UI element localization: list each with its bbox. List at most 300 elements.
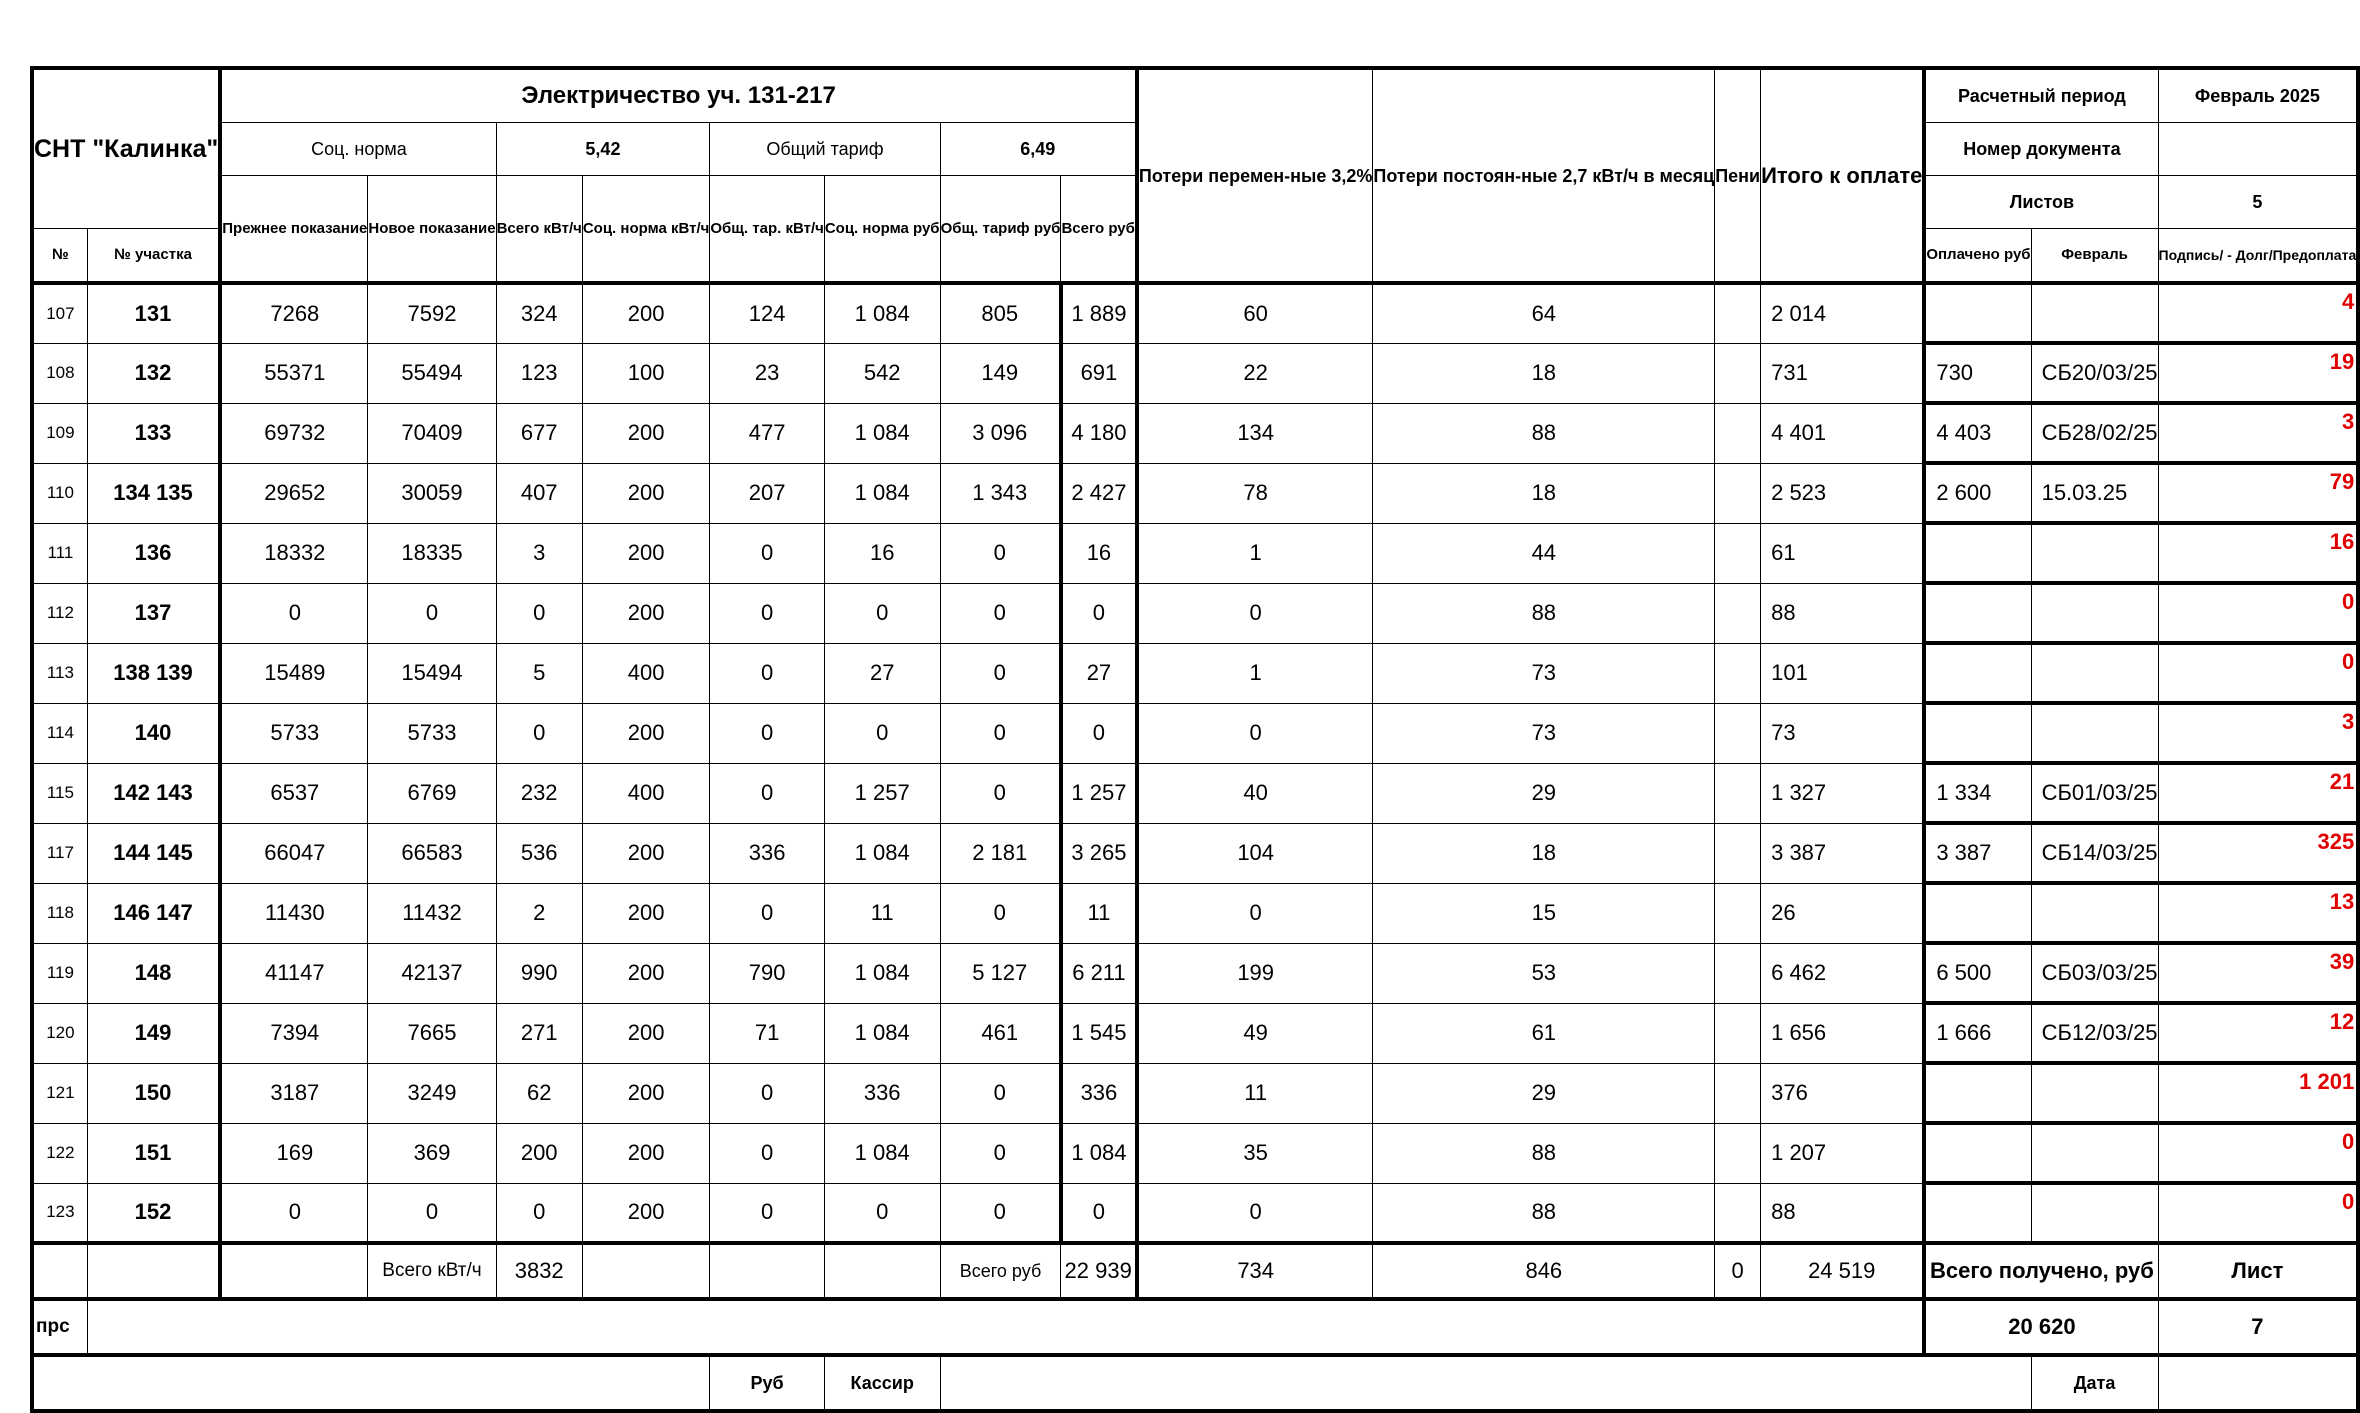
gen-rub-cell: 461 — [940, 1003, 1061, 1063]
prev-reading-cell: 69732 — [220, 403, 368, 463]
row-number-cell: 118 — [32, 883, 87, 943]
table-row — [32, 1003, 2358, 1063]
gen-kwh-cell: 207 — [710, 463, 824, 523]
gen-kwh-cell: 0 — [710, 763, 824, 823]
new-reading-cell: 11432 — [368, 883, 496, 943]
gen-kwh-cell: 0 — [710, 1063, 824, 1123]
plot-number-cell: 150 — [87, 1063, 220, 1123]
paid-rub-cell — [1924, 1063, 2031, 1123]
penalty-cell — [1715, 1123, 1761, 1183]
balance-cell: 325 — [2158, 823, 2358, 883]
gen-rub-cell: 0 — [940, 703, 1061, 763]
total-rub-cell: 3 265 — [1061, 823, 1137, 883]
soc-kwh-cell: 100 — [582, 343, 710, 403]
losses-const-cell: 53 — [1373, 943, 1715, 1003]
row-number-cell: 111 — [32, 523, 87, 583]
total-kwh-cell: 2 — [496, 883, 582, 943]
losses-const-cell: 88 — [1373, 403, 1715, 463]
losses-var-cell: 40 — [1137, 763, 1373, 823]
soc-kwh-cell: 200 — [582, 583, 710, 643]
payment-date-cell: СБ14/03/25 — [2031, 823, 2158, 883]
soc-rub-cell: 27 — [824, 643, 940, 703]
total-due-cell: 731 — [1761, 343, 1925, 403]
losses-variable-header: Потери перемен-ные 3,2% — [1137, 68, 1373, 283]
plot-number-cell: 144 145 — [87, 823, 220, 883]
gen-kwh-cell: 0 — [710, 643, 824, 703]
total-rub-cell: 691 — [1061, 343, 1137, 403]
losses-const-cell: 18 — [1373, 343, 1715, 403]
prev-reading-cell: 169 — [220, 1123, 368, 1183]
paid-rub-cell — [1924, 883, 2031, 943]
total-due-cell: 4 401 — [1761, 403, 1925, 463]
totals-penalty: 0 — [1715, 1243, 1761, 1299]
balance-cell: 21 — [2158, 763, 2358, 823]
general-tariff-value: 6,49 — [940, 123, 1137, 176]
soc-rub-cell: 0 — [824, 583, 940, 643]
losses-var-cell: 134 — [1137, 403, 1373, 463]
balance-cell: 19 — [2158, 343, 2358, 403]
total-due-cell: 26 — [1761, 883, 1925, 943]
plot-number-cell: 151 — [87, 1123, 220, 1183]
soc-kwh-cell: 200 — [582, 943, 710, 1003]
payment-date-cell — [2031, 883, 2158, 943]
total-kwh-cell: 0 — [496, 703, 582, 763]
period-value: Февраль 2025 — [2158, 68, 2358, 123]
balance-cell: 0 — [2158, 643, 2358, 703]
prev-reading-cell: 55371 — [220, 343, 368, 403]
losses-const-cell: 73 — [1373, 643, 1715, 703]
gen-kwh-cell: 71 — [710, 1003, 824, 1063]
plot-number-cell: 152 — [87, 1183, 220, 1243]
balance-cell: 4 — [2158, 283, 2358, 343]
payment-date-cell — [2031, 703, 2158, 763]
soc-rub-cell: 1 257 — [824, 763, 940, 823]
col-soc-rub: Соц. норма руб — [824, 176, 940, 284]
table-row — [32, 703, 2358, 763]
total-rub-cell: 0 — [1061, 703, 1137, 763]
balance-cell: 3 — [2158, 403, 2358, 463]
total-rub-cell: 1 257 — [1061, 763, 1137, 823]
org-name: СНТ "Калинка" — [32, 68, 220, 229]
table-row — [32, 583, 2358, 643]
total-rub-cell: 336 — [1061, 1063, 1137, 1123]
total-rub-cell: 6 211 — [1061, 943, 1137, 1003]
plot-number-cell: 148 — [87, 943, 220, 1003]
total-kwh-cell: 5 — [496, 643, 582, 703]
soc-rub-cell: 11 — [824, 883, 940, 943]
table-row — [32, 343, 2358, 403]
prev-reading-cell: 3187 — [220, 1063, 368, 1123]
table-row — [32, 403, 2358, 463]
payment-date-cell: СБ01/03/25 — [2031, 763, 2158, 823]
table-row — [32, 763, 2358, 823]
total-due-cell: 3 387 — [1761, 823, 1925, 883]
totals-empty-3 — [220, 1243, 368, 1299]
losses-const-cell: 73 — [1373, 703, 1715, 763]
totals-rub-label: Всего руб — [940, 1243, 1061, 1299]
prev-reading-cell: 0 — [220, 1183, 368, 1243]
new-reading-cell: 18335 — [368, 523, 496, 583]
row-number-cell: 108 — [32, 343, 87, 403]
losses-const-cell: 88 — [1373, 583, 1715, 643]
total-rub-cell: 4 180 — [1061, 403, 1137, 463]
totals-kwh: 3832 — [496, 1243, 582, 1299]
soc-rub-cell: 1 084 — [824, 943, 940, 1003]
balance-cell: 39 — [2158, 943, 2358, 1003]
prev-reading-cell: 5733 — [220, 703, 368, 763]
balance-cell: 12 — [2158, 1003, 2358, 1063]
gen-rub-cell: 1 343 — [940, 463, 1061, 523]
plot-number-cell: 140 — [87, 703, 220, 763]
new-reading-cell: 66583 — [368, 823, 496, 883]
new-reading-cell: 3249 — [368, 1063, 496, 1123]
prev-reading-cell: 0 — [220, 583, 368, 643]
payment-date-cell: СБ12/03/25 — [2031, 1003, 2158, 1063]
soc-kwh-cell: 200 — [582, 403, 710, 463]
total-due-cell: 2 014 — [1761, 283, 1925, 343]
paid-rub-cell — [1924, 583, 2031, 643]
table-row — [32, 943, 2358, 1003]
soc-kwh-cell: 200 — [582, 1063, 710, 1123]
soc-rub-cell: 0 — [824, 1183, 940, 1243]
soc-rub-cell: 1 084 — [824, 403, 940, 463]
prev-reading-cell: 6537 — [220, 763, 368, 823]
penalty-cell — [1715, 1003, 1761, 1063]
losses-var-cell: 0 — [1137, 883, 1373, 943]
general-tariff-label: Общий тариф — [710, 123, 940, 176]
soc-rub-cell: 0 — [824, 703, 940, 763]
losses-var-cell: 0 — [1137, 583, 1373, 643]
balance-cell: 0 — [2158, 583, 2358, 643]
penalty-cell — [1715, 463, 1761, 523]
sheet-value: 7 — [2158, 1299, 2358, 1355]
total-kwh-cell: 123 — [496, 343, 582, 403]
footer-rub: Руб — [710, 1355, 824, 1411]
total-due-cell: 1 656 — [1761, 1003, 1925, 1063]
penalty-cell — [1715, 1063, 1761, 1123]
total-kwh-cell: 271 — [496, 1003, 582, 1063]
losses-var-cell: 49 — [1137, 1003, 1373, 1063]
payment-date-cell — [2031, 1183, 2158, 1243]
total-due-cell: 1 207 — [1761, 1123, 1925, 1183]
paid-rub-cell — [1924, 523, 2031, 583]
gen-rub-cell: 0 — [940, 1183, 1061, 1243]
soc-kwh-cell: 200 — [582, 1123, 710, 1183]
new-reading-cell: 30059 — [368, 463, 496, 523]
gen-rub-cell: 3 096 — [940, 403, 1061, 463]
soc-rub-cell: 1 084 — [824, 823, 940, 883]
doc-number-label: Номер документа — [1924, 123, 2158, 176]
soc-kwh-cell: 200 — [582, 703, 710, 763]
gen-rub-cell: 0 — [940, 763, 1061, 823]
payment-date-cell — [2031, 643, 2158, 703]
penalty-cell — [1715, 583, 1761, 643]
losses-const-cell: 18 — [1373, 463, 1715, 523]
prev-reading-cell: 66047 — [220, 823, 368, 883]
soc-kwh-cell: 400 — [582, 763, 710, 823]
cut-label: прс — [32, 1299, 87, 1355]
gen-kwh-cell: 0 — [710, 883, 824, 943]
payment-date-cell: 15.03.25 — [2031, 463, 2158, 523]
prev-reading-cell: 18332 — [220, 523, 368, 583]
penalty-cell — [1715, 883, 1761, 943]
gen-rub-cell: 149 — [940, 343, 1061, 403]
received-label: Всего получено, руб — [1924, 1243, 2158, 1299]
paid-rub-cell: 1 334 — [1924, 763, 2031, 823]
billing-sheet — [30, 66, 2360, 1413]
prev-reading-cell: 15489 — [220, 643, 368, 703]
row-number-cell: 120 — [32, 1003, 87, 1063]
plot-number-cell: 133 — [87, 403, 220, 463]
gen-rub-cell: 0 — [940, 1123, 1061, 1183]
new-reading-cell: 55494 — [368, 343, 496, 403]
soc-rub-cell: 542 — [824, 343, 940, 403]
soc-rub-cell: 1 084 — [824, 463, 940, 523]
paid-rub-cell: 1 666 — [1924, 1003, 2031, 1063]
new-reading-cell: 15494 — [368, 643, 496, 703]
col-gen-kwh: Общ. тар. кВт/ч — [710, 176, 824, 284]
row-number-cell: 113 — [32, 643, 87, 703]
total-kwh-cell: 407 — [496, 463, 582, 523]
losses-var-cell: 60 — [1137, 283, 1373, 343]
paid-rub-cell — [1924, 283, 2031, 343]
gen-kwh-cell: 0 — [710, 1183, 824, 1243]
total-kwh-cell: 200 — [496, 1123, 582, 1183]
sheet-label: Лист — [2158, 1243, 2358, 1299]
col-total-rub: Всего руб — [1061, 176, 1137, 284]
footer-date: Дата — [2031, 1355, 2158, 1411]
total-kwh-cell: 677 — [496, 403, 582, 463]
row-number-cell: 119 — [32, 943, 87, 1003]
new-reading-cell: 70409 — [368, 403, 496, 463]
new-reading-cell: 5733 — [368, 703, 496, 763]
paid-rub-cell — [1924, 1183, 2031, 1243]
balance-cell: 13 — [2158, 883, 2358, 943]
prev-reading-cell: 7268 — [220, 283, 368, 343]
total-kwh-cell: 990 — [496, 943, 582, 1003]
table-row — [32, 883, 2358, 943]
penalty-cell — [1715, 763, 1761, 823]
gen-kwh-cell: 0 — [710, 523, 824, 583]
losses-var-cell: 1 — [1137, 643, 1373, 703]
total-kwh-cell: 0 — [496, 1183, 582, 1243]
losses-var-cell: 11 — [1137, 1063, 1373, 1123]
soc-rub-cell: 1 084 — [824, 1123, 940, 1183]
row-number-cell: 112 — [32, 583, 87, 643]
row-number-cell: 110 — [32, 463, 87, 523]
table-row — [32, 283, 2358, 343]
gen-rub-cell: 0 — [940, 1063, 1061, 1123]
totals-losses-var: 734 — [1137, 1243, 1373, 1299]
total-due-cell: 61 — [1761, 523, 1925, 583]
table-row — [32, 823, 2358, 883]
received-blank — [87, 1299, 1924, 1355]
paid-rub-cell: 2 600 — [1924, 463, 2031, 523]
paid-rub-cell — [1924, 643, 2031, 703]
col-number: № — [32, 229, 87, 284]
penalty-cell — [1715, 1183, 1761, 1243]
payment-date-cell: СБ20/03/25 — [2031, 343, 2158, 403]
paid-rub-cell: 6 500 — [1924, 943, 2031, 1003]
row-number-cell: 114 — [32, 703, 87, 763]
soc-kwh-cell: 200 — [582, 463, 710, 523]
col-plot: № участка — [87, 229, 220, 284]
soc-kwh-cell: 200 — [582, 1003, 710, 1063]
gen-kwh-cell: 790 — [710, 943, 824, 1003]
soc-norm-value: 5,42 — [496, 123, 710, 176]
soc-rub-cell: 336 — [824, 1063, 940, 1123]
losses-var-cell: 0 — [1137, 703, 1373, 763]
penalty-cell — [1715, 523, 1761, 583]
losses-var-cell: 78 — [1137, 463, 1373, 523]
sheet-title: Электричество уч. 131-217 — [220, 68, 1137, 123]
row-number-cell: 121 — [32, 1063, 87, 1123]
total-due-header: Итого к оплате — [1761, 68, 1925, 283]
table-row — [32, 1183, 2358, 1243]
losses-var-cell: 199 — [1137, 943, 1373, 1003]
balance-cell: 79 — [2158, 463, 2358, 523]
payment-date-cell — [2031, 283, 2158, 343]
total-kwh-cell: 232 — [496, 763, 582, 823]
col-month: Февраль — [2031, 229, 2158, 284]
gen-rub-cell: 0 — [940, 583, 1061, 643]
soc-norm-label: Соц. норма — [220, 123, 496, 176]
balance-cell: 0 — [2158, 1123, 2358, 1183]
total-due-cell: 101 — [1761, 643, 1925, 703]
new-reading-cell: 369 — [368, 1123, 496, 1183]
prev-reading-cell: 7394 — [220, 1003, 368, 1063]
period-label: Расчетный период — [1924, 68, 2158, 123]
cashier-signature-field — [940, 1355, 2031, 1411]
gen-rub-cell: 2 181 — [940, 823, 1061, 883]
plot-number-cell: 132 — [87, 343, 220, 403]
soc-rub-cell: 16 — [824, 523, 940, 583]
penalty-header: Пени — [1715, 68, 1761, 283]
gen-rub-cell: 5 127 — [940, 943, 1061, 1003]
soc-rub-cell: 1 084 — [824, 283, 940, 343]
received-value: 20 620 — [1924, 1299, 2158, 1355]
plot-number-cell: 149 — [87, 1003, 220, 1063]
totals-due: 24 519 — [1761, 1243, 1925, 1299]
col-soc-kwh: Соц. норма кВт/ч — [582, 176, 710, 284]
new-reading-cell: 0 — [368, 583, 496, 643]
total-kwh-cell: 62 — [496, 1063, 582, 1123]
totals-losses-const: 846 — [1373, 1243, 1715, 1299]
totals-empty-6 — [824, 1243, 940, 1299]
table-row — [32, 463, 2358, 523]
gen-kwh-cell: 23 — [710, 343, 824, 403]
totals-kwh-label: Всего кВт/ч — [368, 1243, 496, 1299]
losses-var-cell: 35 — [1137, 1123, 1373, 1183]
total-kwh-cell: 0 — [496, 583, 582, 643]
paid-rub-cell — [1924, 703, 2031, 763]
row-number-cell: 122 — [32, 1123, 87, 1183]
col-paid: Оплачено руб — [1924, 229, 2031, 284]
total-rub-cell: 0 — [1061, 583, 1137, 643]
soc-kwh-cell: 400 — [582, 643, 710, 703]
payment-date-cell — [2031, 1123, 2158, 1183]
footer-blank-1 — [32, 1355, 710, 1411]
losses-const-cell: 88 — [1373, 1123, 1715, 1183]
totals-empty-2 — [87, 1243, 220, 1299]
total-rub-cell: 27 — [1061, 643, 1137, 703]
new-reading-cell: 42137 — [368, 943, 496, 1003]
soc-kwh-cell: 200 — [582, 283, 710, 343]
total-rub-cell: 16 — [1061, 523, 1137, 583]
total-due-cell: 2 523 — [1761, 463, 1925, 523]
gen-rub-cell: 0 — [940, 643, 1061, 703]
plot-number-cell: 142 143 — [87, 763, 220, 823]
losses-var-cell: 1 — [1137, 523, 1373, 583]
plot-number-cell: 146 147 — [87, 883, 220, 943]
penalty-cell — [1715, 643, 1761, 703]
new-reading-cell: 7592 — [368, 283, 496, 343]
soc-kwh-cell: 200 — [582, 1183, 710, 1243]
losses-const-cell: 29 — [1373, 763, 1715, 823]
totals-rub: 22 939 — [1061, 1243, 1137, 1299]
penalty-cell — [1715, 403, 1761, 463]
total-due-cell: 6 462 — [1761, 943, 1925, 1003]
payment-date-cell: СБ28/02/25 — [2031, 403, 2158, 463]
row-number-cell: 123 — [32, 1183, 87, 1243]
gen-kwh-cell: 0 — [710, 583, 824, 643]
doc-number-value — [2158, 123, 2358, 176]
penalty-cell — [1715, 823, 1761, 883]
total-due-cell: 88 — [1761, 583, 1925, 643]
totals-empty-1 — [32, 1243, 87, 1299]
gen-kwh-cell: 336 — [710, 823, 824, 883]
losses-constant-header: Потери постоян-ные 2,7 кВт/ч в месяц — [1373, 68, 1715, 283]
total-rub-cell: 2 427 — [1061, 463, 1137, 523]
total-rub-cell: 11 — [1061, 883, 1137, 943]
losses-const-cell: 15 — [1373, 883, 1715, 943]
footer-cashier: Кассир — [824, 1355, 940, 1411]
losses-const-cell: 44 — [1373, 523, 1715, 583]
total-due-cell: 1 327 — [1761, 763, 1925, 823]
total-due-cell: 88 — [1761, 1183, 1925, 1243]
penalty-cell — [1715, 283, 1761, 343]
date-field — [2158, 1355, 2358, 1411]
losses-const-cell: 18 — [1373, 823, 1715, 883]
prev-reading-cell: 29652 — [220, 463, 368, 523]
balance-cell: 3 — [2158, 703, 2358, 763]
balance-cell: 0 — [2158, 1183, 2358, 1243]
table-row — [32, 1063, 2358, 1123]
plot-number-cell: 131 — [87, 283, 220, 343]
payment-date-cell — [2031, 1063, 2158, 1123]
total-kwh-cell: 536 — [496, 823, 582, 883]
paid-rub-cell: 3 387 — [1924, 823, 2031, 883]
payment-date-cell — [2031, 583, 2158, 643]
losses-const-cell: 88 — [1373, 1183, 1715, 1243]
gen-rub-cell: 0 — [940, 883, 1061, 943]
new-reading-cell: 0 — [368, 1183, 496, 1243]
total-kwh-cell: 3 — [496, 523, 582, 583]
losses-var-cell: 22 — [1137, 343, 1373, 403]
table-row — [32, 1123, 2358, 1183]
balance-cell: 1 201 — [2158, 1063, 2358, 1123]
paid-rub-cell — [1924, 1123, 2031, 1183]
losses-const-cell: 61 — [1373, 1003, 1715, 1063]
table-row — [32, 523, 2358, 583]
payment-date-cell — [2031, 523, 2158, 583]
gen-kwh-cell: 124 — [710, 283, 824, 343]
totals-empty-4 — [582, 1243, 710, 1299]
col-gen-rub: Общ. тариф руб — [940, 176, 1061, 284]
row-number-cell: 109 — [32, 403, 87, 463]
plot-number-cell: 136 — [87, 523, 220, 583]
penalty-cell — [1715, 943, 1761, 1003]
